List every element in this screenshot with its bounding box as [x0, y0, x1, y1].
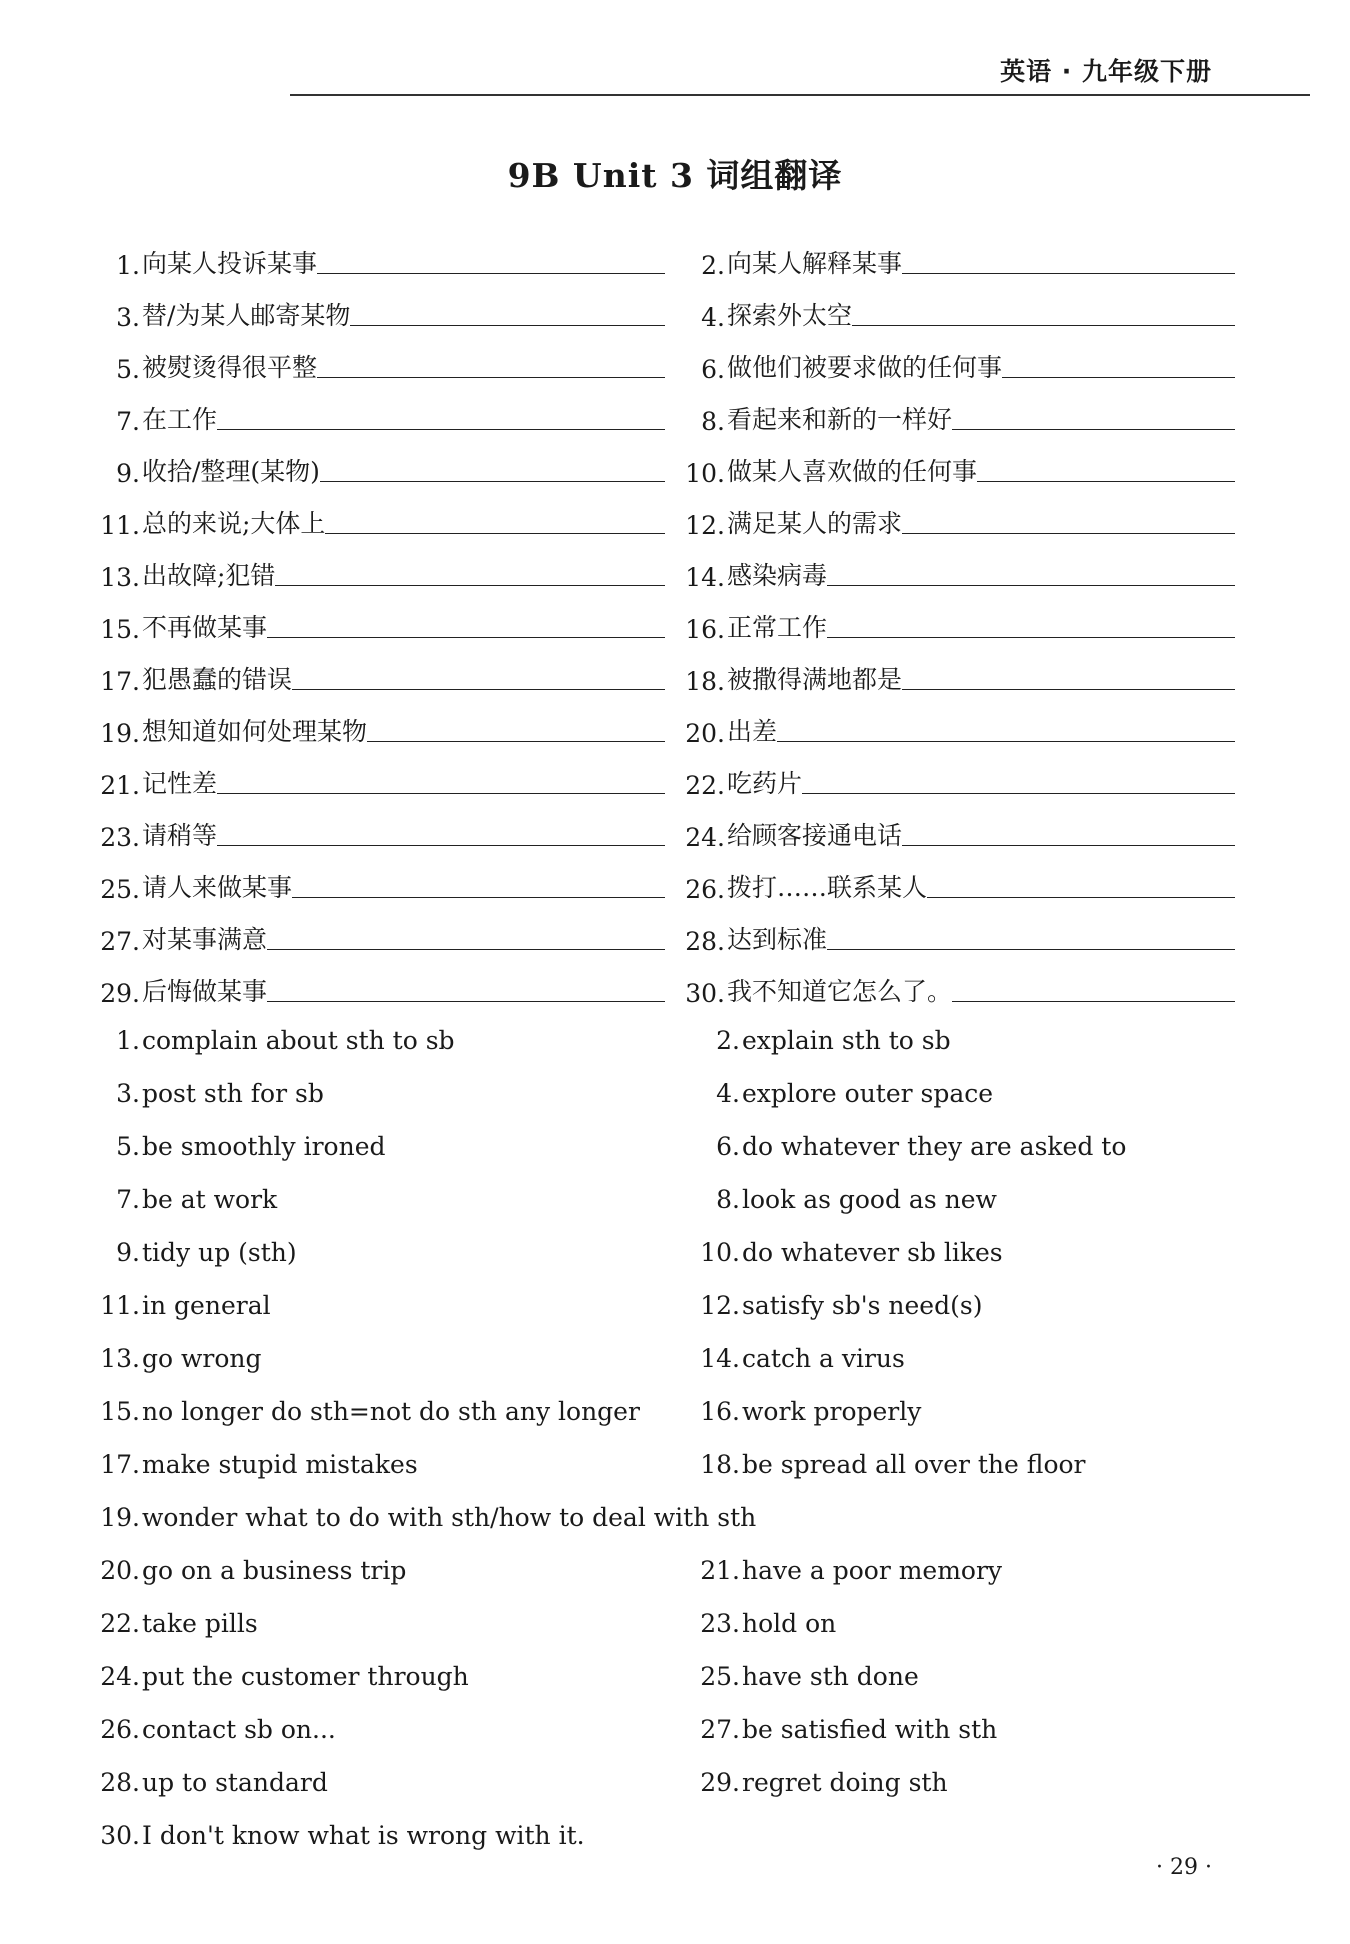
answer-blank[interactable] [317, 273, 665, 274]
item-text: 看起来和新的一样好 [727, 405, 953, 434]
chinese-item [680, 868, 1235, 904]
english-row [95, 1385, 1235, 1438]
chinese-item [95, 712, 680, 748]
english-item [95, 1715, 695, 1744]
item-number: 1. [116, 251, 140, 280]
answer-blank[interactable] [292, 689, 665, 690]
item-number: 30. [685, 979, 725, 1008]
item-text: 被撒得满地都是 [727, 665, 903, 694]
item-text: 被熨烫得很平整 [142, 353, 318, 382]
item-text: go wrong [142, 1344, 262, 1373]
item-number: 4. [716, 1079, 740, 1108]
english-item [95, 1026, 695, 1055]
english-item [95, 1344, 695, 1373]
item-number: 24. [100, 1662, 140, 1691]
answer-blank[interactable] [902, 845, 1235, 846]
english-item [695, 1344, 905, 1373]
answer-blank[interactable] [827, 585, 1235, 586]
item-number: 6. [716, 1132, 740, 1161]
english-row [95, 1279, 1235, 1332]
english-item [95, 1450, 695, 1479]
item-text: 正常工作 [727, 613, 828, 642]
chinese-row [95, 748, 1235, 800]
item-number: 26. [685, 875, 725, 904]
answer-blank[interactable] [777, 741, 1235, 742]
answer-blank[interactable] [217, 793, 665, 794]
item-text: 替/为某人邮寄某物 [142, 301, 351, 330]
item-text: contact sb on... [142, 1715, 336, 1744]
item-text: I don't know what is wrong with it. [142, 1821, 585, 1850]
item-text: 拨打……联系某人 [727, 873, 928, 902]
item-text: do whatever they are asked to [742, 1132, 1127, 1161]
item-text: look as good as new [742, 1185, 997, 1214]
item-text: 做他们被要求做的任何事 [727, 353, 1003, 382]
chinese-item [680, 920, 1235, 956]
item-number: 27. [100, 927, 140, 956]
answer-blank[interactable] [367, 741, 665, 742]
chinese-item [95, 660, 680, 696]
chinese-item [680, 244, 1235, 280]
item-number: 2. [701, 251, 725, 280]
item-number: 10. [700, 1238, 740, 1267]
item-text: have a poor memory [742, 1556, 1003, 1585]
english-item [695, 1132, 1126, 1161]
english-item [695, 1768, 948, 1797]
item-number: 3. [116, 1079, 140, 1108]
item-number: 7. [116, 1185, 140, 1214]
item-text: in general [142, 1291, 271, 1320]
item-number: 6. [701, 355, 725, 384]
chinese-item [95, 972, 680, 1008]
answer-blank[interactable] [802, 793, 1235, 794]
chinese-item [95, 556, 680, 592]
english-item [695, 1397, 921, 1426]
english-item [95, 1397, 695, 1426]
item-text: do whatever sb likes [742, 1238, 1003, 1267]
item-number: 13. [100, 1344, 140, 1373]
item-number: 9. [116, 459, 140, 488]
english-item [95, 1079, 695, 1108]
item-number: 16. [700, 1397, 740, 1426]
chinese-item [680, 764, 1235, 800]
item-number: 18. [685, 667, 725, 696]
item-number: 29. [700, 1768, 740, 1797]
english-row [95, 1120, 1235, 1173]
english-item [95, 1821, 1235, 1850]
english-item [695, 1079, 993, 1108]
item-text: no longer do sth=not do sth any longer [142, 1397, 640, 1426]
item-number: 26. [100, 1715, 140, 1744]
chinese-row [95, 540, 1235, 592]
english-item [695, 1715, 997, 1744]
answer-blank[interactable] [317, 377, 665, 378]
item-number: 23. [100, 823, 140, 852]
item-text: satisfy sb's need(s) [742, 1291, 983, 1320]
item-number: 20. [685, 719, 725, 748]
chinese-item [680, 660, 1235, 696]
item-text: wonder what to do with sth/how to deal with sth [142, 1503, 757, 1532]
chinese-item [680, 556, 1235, 592]
item-text: be satisfied with sth [742, 1715, 998, 1744]
item-number: 14. [685, 563, 725, 592]
english-item [95, 1503, 1235, 1532]
item-number: 22. [685, 771, 725, 800]
item-text: 我不知道它怎么了。 [727, 977, 953, 1006]
item-number: 25. [100, 875, 140, 904]
item-number: 17. [100, 667, 140, 696]
item-text: 满足某人的需求 [727, 509, 903, 538]
item-text: 探索外太空 [727, 301, 853, 330]
item-text: 不再做某事 [142, 613, 268, 642]
chinese-item [95, 296, 680, 332]
answer-blank[interactable] [267, 1001, 665, 1002]
item-number: 28. [685, 927, 725, 956]
item-text: catch a virus [742, 1344, 905, 1373]
chinese-row [95, 488, 1235, 540]
chinese-item [95, 452, 680, 488]
item-text: make stupid mistakes [142, 1450, 418, 1479]
english-item [695, 1609, 836, 1638]
item-text: 想知道如何处理某物 [142, 717, 368, 746]
chinese-row [95, 332, 1235, 384]
answer-blank[interactable] [827, 637, 1235, 638]
english-item [695, 1026, 951, 1055]
item-text: tidy up (sth) [142, 1238, 297, 1267]
item-text: 出差 [727, 717, 778, 746]
item-text: 收拾/整理(某物) [142, 457, 320, 486]
page-number: · 29 · [1156, 1855, 1212, 1880]
answer-blank[interactable] [902, 689, 1235, 690]
english-row [95, 1809, 1235, 1862]
item-text: hold on [742, 1609, 837, 1638]
english-row [95, 1544, 1235, 1597]
answer-blank[interactable] [267, 949, 665, 950]
chinese-item [95, 244, 680, 280]
item-number: 1. [116, 1026, 140, 1055]
item-number: 27. [700, 1715, 740, 1744]
chinese-item [95, 400, 680, 436]
item-number: 11. [100, 1291, 140, 1320]
chinese-item [95, 348, 680, 384]
answer-blank[interactable] [952, 1001, 1235, 1002]
answer-blank[interactable] [902, 533, 1235, 534]
item-number: 23. [700, 1609, 740, 1638]
item-text: 吃药片 [727, 769, 803, 798]
english-item [695, 1291, 982, 1320]
item-number: 25. [700, 1662, 740, 1691]
chinese-item [95, 868, 680, 904]
item-number: 14. [700, 1344, 740, 1373]
english-item [95, 1662, 695, 1691]
answer-blank[interactable] [292, 897, 665, 898]
chinese-item [95, 816, 680, 852]
item-text: 做某人喜欢做的任何事 [727, 457, 978, 486]
item-text: 总的来说;大体上 [142, 509, 326, 538]
chinese-item [680, 400, 1235, 436]
answer-blank[interactable] [350, 325, 665, 326]
header-rule [290, 94, 1310, 96]
english-row [95, 1756, 1235, 1809]
chinese-row [95, 384, 1235, 436]
item-text: regret doing sth [742, 1768, 948, 1797]
item-number: 9. [116, 1238, 140, 1267]
chinese-row [95, 228, 1235, 280]
item-text: 感染病毒 [727, 561, 828, 590]
item-number: 28. [100, 1768, 140, 1797]
book-title: 英语 · 九年级下册 [1000, 57, 1212, 86]
item-text: put the customer through [142, 1662, 469, 1691]
chinese-item [680, 816, 1235, 852]
item-text: be spread all over the floor [742, 1450, 1086, 1479]
item-text: up to standard [142, 1768, 328, 1797]
english-item [695, 1556, 1002, 1585]
item-number: 19. [100, 1503, 140, 1532]
english-item [95, 1609, 695, 1638]
item-text: take pills [142, 1609, 258, 1638]
item-number: 16. [685, 615, 725, 644]
english-row [95, 1014, 1235, 1067]
answer-blank[interactable] [927, 897, 1235, 898]
chinese-item [680, 296, 1235, 332]
item-number: 30. [100, 1821, 140, 1850]
answer-blank[interactable] [217, 845, 665, 846]
answer-blank[interactable] [977, 481, 1235, 482]
item-text: post sth for sb [142, 1079, 324, 1108]
item-number: 7. [116, 407, 140, 436]
item-text: 犯愚蠢的错误 [142, 665, 293, 694]
item-text: complain about sth to sb [142, 1026, 455, 1055]
english-item [695, 1662, 919, 1691]
item-number: 20. [100, 1556, 140, 1585]
english-item [95, 1768, 695, 1797]
item-number: 24. [685, 823, 725, 852]
item-number: 13. [100, 563, 140, 592]
item-text: 在工作 [142, 405, 218, 434]
answer-blank[interactable] [852, 325, 1235, 326]
item-number: 21. [700, 1556, 740, 1585]
chinese-item [680, 348, 1235, 384]
item-number: 8. [701, 407, 725, 436]
chinese-row [95, 436, 1235, 488]
answer-blank[interactable] [320, 481, 665, 482]
english-row [95, 1067, 1235, 1120]
english-row [95, 1332, 1235, 1385]
item-number: 21. [100, 771, 140, 800]
item-number: 4. [701, 303, 725, 332]
item-number: 12. [700, 1291, 740, 1320]
item-text: 请人来做某事 [142, 873, 293, 902]
answer-blank[interactable] [217, 429, 665, 430]
english-item [695, 1238, 1003, 1267]
english-row [95, 1597, 1235, 1650]
item-text: explore outer space [742, 1079, 994, 1108]
item-number: 19. [100, 719, 140, 748]
item-text: 达到标准 [727, 925, 828, 954]
item-number: 5. [116, 1132, 140, 1161]
answer-blank[interactable] [952, 429, 1235, 430]
chinese-item [680, 452, 1235, 488]
chinese-row [95, 644, 1235, 696]
english-row [95, 1650, 1235, 1703]
english-row [95, 1173, 1235, 1226]
english-row [95, 1438, 1235, 1491]
item-text: have sth done [742, 1662, 919, 1691]
item-text: 向某人投诉某事 [142, 249, 318, 278]
item-text: 请稍等 [142, 821, 218, 850]
item-text: work properly [742, 1397, 922, 1426]
item-text: 给顾客接通电话 [727, 821, 903, 850]
chinese-phrases-section [95, 228, 1235, 1008]
english-item [695, 1450, 1086, 1479]
item-number: 18. [700, 1450, 740, 1479]
answer-blank[interactable] [325, 533, 665, 534]
chinese-row [95, 956, 1235, 1008]
item-text: 向某人解释某事 [727, 249, 903, 278]
chinese-item [95, 504, 680, 540]
item-number: 10. [685, 459, 725, 488]
item-text: be smoothly ironed [142, 1132, 386, 1161]
item-number: 2. [716, 1026, 740, 1055]
item-number: 29. [100, 979, 140, 1008]
chinese-row [95, 852, 1235, 904]
chinese-row [95, 904, 1235, 956]
answer-blank[interactable] [902, 273, 1235, 274]
item-number: 12. [685, 511, 725, 540]
chinese-item [680, 712, 1235, 748]
item-text: be at work [142, 1185, 278, 1214]
english-row [95, 1226, 1235, 1279]
english-item [95, 1185, 695, 1214]
item-number: 5. [116, 355, 140, 384]
chinese-row [95, 592, 1235, 644]
item-number: 3. [116, 303, 140, 332]
page-title: 9B Unit 3 词组翻译 [507, 156, 843, 195]
english-item [95, 1291, 695, 1320]
answer-blank[interactable] [267, 637, 665, 638]
item-text: 记性差 [142, 769, 218, 798]
english-row [95, 1491, 1235, 1544]
item-number: 22. [100, 1609, 140, 1638]
answer-blank[interactable] [275, 585, 665, 586]
english-item [95, 1238, 695, 1267]
item-text: 出故障;犯错 [142, 561, 276, 590]
english-row [95, 1703, 1235, 1756]
item-number: 15. [100, 615, 140, 644]
english-item [695, 1185, 997, 1214]
item-text: explain sth to sb [742, 1026, 951, 1055]
chinese-item [95, 920, 680, 956]
chinese-item [680, 608, 1235, 644]
item-text: go on a business trip [142, 1556, 407, 1585]
english-answers-section [95, 1014, 1235, 1862]
item-number: 11. [100, 511, 140, 540]
english-item [95, 1556, 695, 1585]
chinese-row [95, 800, 1235, 852]
chinese-item [680, 972, 1235, 1008]
chinese-item [680, 504, 1235, 540]
item-text: 后悔做某事 [142, 977, 268, 1006]
english-item [95, 1132, 695, 1161]
item-text: 对某事满意 [142, 925, 268, 954]
chinese-row [95, 280, 1235, 332]
chinese-item [95, 608, 680, 644]
item-number: 17. [100, 1450, 140, 1479]
chinese-item [95, 764, 680, 800]
answer-blank[interactable] [827, 949, 1235, 950]
chinese-row [95, 696, 1235, 748]
item-number: 15. [100, 1397, 140, 1426]
item-number: 8. [716, 1185, 740, 1214]
answer-blank[interactable] [1002, 377, 1235, 378]
